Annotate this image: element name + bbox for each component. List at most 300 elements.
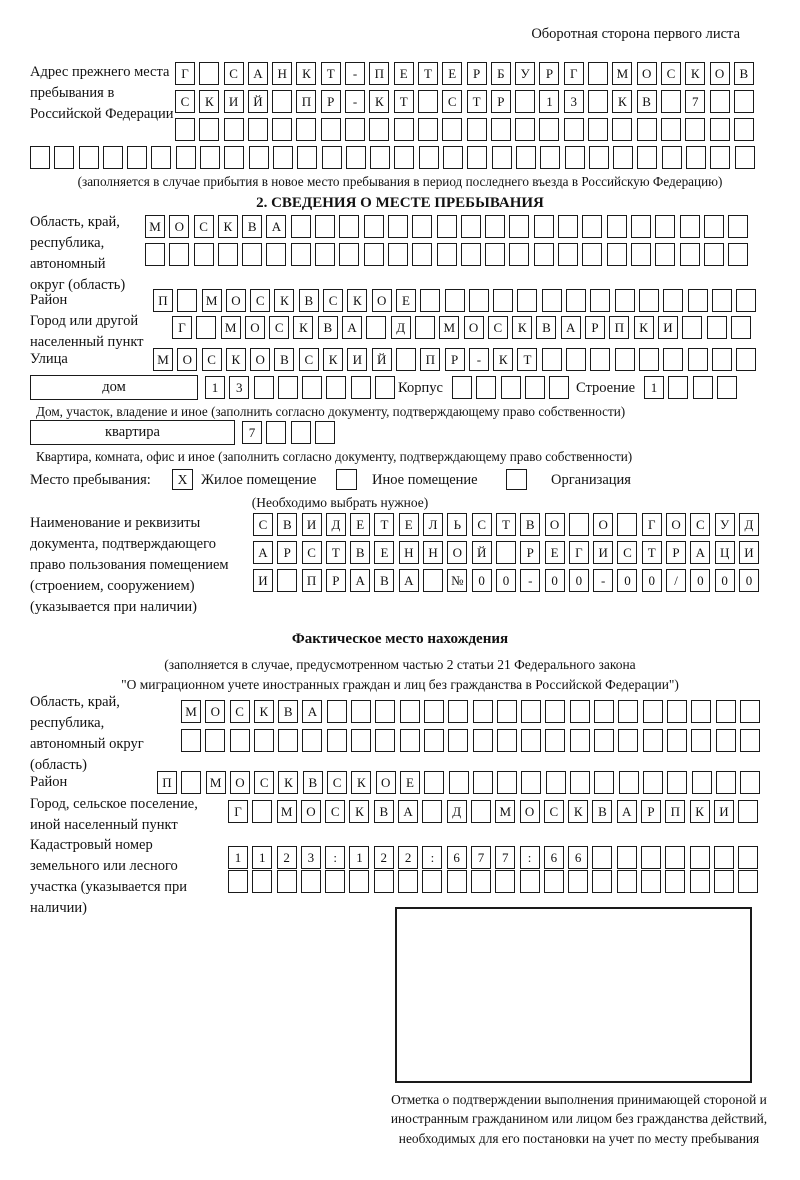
char-cell[interactable] bbox=[400, 729, 420, 752]
char-cell[interactable] bbox=[570, 729, 590, 752]
char-cell[interactable] bbox=[315, 243, 335, 266]
char-cell[interactable]: Н bbox=[272, 62, 292, 85]
char-cell[interactable] bbox=[582, 243, 602, 266]
char-cell[interactable] bbox=[437, 243, 457, 266]
char-cell[interactable]: Д bbox=[326, 513, 346, 536]
char-cell[interactable] bbox=[521, 700, 541, 723]
char-cell[interactable]: С bbox=[202, 348, 222, 371]
char-cell[interactable] bbox=[663, 289, 683, 312]
char-cell[interactable] bbox=[346, 146, 366, 169]
char-cell[interactable] bbox=[196, 316, 216, 339]
char-cell[interactable] bbox=[716, 729, 736, 752]
char-cell[interactable]: С bbox=[442, 90, 462, 113]
char-cell[interactable]: Р bbox=[326, 569, 346, 592]
char-cell[interactable] bbox=[375, 729, 395, 752]
char-cell[interactable]: В bbox=[350, 541, 370, 564]
char-cell[interactable]: 3 bbox=[229, 376, 249, 399]
char-cell[interactable]: Р bbox=[491, 90, 511, 113]
char-cell[interactable]: 0 bbox=[496, 569, 516, 592]
char-cell[interactable] bbox=[252, 870, 272, 893]
char-cell[interactable]: О bbox=[301, 800, 321, 823]
char-cell[interactable]: И bbox=[593, 541, 613, 564]
char-cell[interactable] bbox=[351, 700, 371, 723]
char-cell[interactable]: С bbox=[254, 771, 274, 794]
char-cell[interactable]: В bbox=[592, 800, 612, 823]
char-cell[interactable] bbox=[471, 870, 491, 893]
char-cell[interactable] bbox=[631, 215, 651, 238]
char-cell[interactable] bbox=[714, 870, 734, 893]
char-cell[interactable]: С bbox=[250, 289, 270, 312]
char-cell[interactable] bbox=[712, 348, 732, 371]
char-cell[interactable] bbox=[375, 376, 395, 399]
char-cell[interactable] bbox=[594, 729, 614, 752]
char-cell[interactable]: М bbox=[495, 800, 515, 823]
char-cell[interactable] bbox=[493, 289, 513, 312]
char-cell[interactable]: Т bbox=[418, 62, 438, 85]
char-cell[interactable] bbox=[569, 513, 589, 536]
char-cell[interactable]: Т bbox=[326, 541, 346, 564]
char-cell[interactable] bbox=[521, 771, 541, 794]
char-cell[interactable] bbox=[590, 289, 610, 312]
char-cell[interactable]: С bbox=[299, 348, 319, 371]
char-cell[interactable] bbox=[617, 846, 637, 869]
char-cell[interactable] bbox=[412, 215, 432, 238]
char-cell[interactable] bbox=[266, 243, 286, 266]
char-cell[interactable]: Р bbox=[539, 62, 559, 85]
char-cell[interactable] bbox=[176, 146, 196, 169]
char-cell[interactable]: Т bbox=[467, 90, 487, 113]
char-cell[interactable] bbox=[558, 243, 578, 266]
char-cell[interactable] bbox=[731, 316, 751, 339]
checkbox-organization[interactable] bbox=[506, 469, 527, 490]
char-cell[interactable] bbox=[692, 771, 712, 794]
char-cell[interactable] bbox=[375, 700, 395, 723]
char-cell[interactable]: О bbox=[520, 800, 540, 823]
char-cell[interactable]: О bbox=[545, 513, 565, 536]
char-cell[interactable]: Г bbox=[175, 62, 195, 85]
char-cell[interactable] bbox=[218, 243, 238, 266]
char-cell[interactable]: 0 bbox=[739, 569, 759, 592]
char-cell[interactable] bbox=[277, 870, 297, 893]
char-cell[interactable]: В bbox=[242, 215, 262, 238]
char-cell[interactable] bbox=[637, 146, 657, 169]
char-cell[interactable] bbox=[291, 243, 311, 266]
char-cell[interactable]: 6 bbox=[544, 846, 564, 869]
char-cell[interactable]: Е bbox=[442, 62, 462, 85]
char-cell[interactable] bbox=[418, 90, 438, 113]
char-cell[interactable]: 1 bbox=[252, 846, 272, 869]
char-cell[interactable]: В bbox=[277, 513, 297, 536]
char-cell[interactable]: / bbox=[666, 569, 686, 592]
char-cell[interactable] bbox=[738, 870, 758, 893]
char-cell[interactable] bbox=[688, 289, 708, 312]
char-cell[interactable]: О bbox=[177, 348, 197, 371]
char-cell[interactable] bbox=[641, 846, 661, 869]
char-cell[interactable]: 3 bbox=[301, 846, 321, 869]
char-cell[interactable]: П bbox=[296, 90, 316, 113]
char-cell[interactable]: Д bbox=[447, 800, 467, 823]
char-cell[interactable] bbox=[515, 90, 535, 113]
char-cell[interactable]: К bbox=[369, 90, 389, 113]
char-cell[interactable] bbox=[326, 376, 346, 399]
char-cell[interactable] bbox=[615, 289, 635, 312]
char-cell[interactable] bbox=[643, 729, 663, 752]
char-cell[interactable]: К bbox=[274, 289, 294, 312]
char-cell[interactable] bbox=[491, 118, 511, 141]
char-cell[interactable] bbox=[325, 870, 345, 893]
char-cell[interactable]: 1 bbox=[539, 90, 559, 113]
char-cell[interactable] bbox=[588, 90, 608, 113]
char-cell[interactable]: Т bbox=[394, 90, 414, 113]
char-cell[interactable]: А bbox=[253, 541, 273, 564]
char-cell[interactable]: - bbox=[520, 569, 540, 592]
char-cell[interactable]: О bbox=[710, 62, 730, 85]
char-cell[interactable] bbox=[738, 846, 758, 869]
char-cell[interactable] bbox=[181, 771, 201, 794]
char-cell[interactable] bbox=[485, 215, 505, 238]
char-cell[interactable]: И bbox=[739, 541, 759, 564]
char-cell[interactable]: Р bbox=[467, 62, 487, 85]
char-cell[interactable]: К bbox=[199, 90, 219, 113]
char-cell[interactable]: Р bbox=[520, 541, 540, 564]
char-cell[interactable] bbox=[690, 846, 710, 869]
char-cell[interactable] bbox=[728, 215, 748, 238]
char-cell[interactable] bbox=[643, 771, 663, 794]
char-cell[interactable] bbox=[736, 289, 756, 312]
char-cell[interactable] bbox=[495, 870, 515, 893]
char-cell[interactable]: Л bbox=[423, 513, 443, 536]
char-cell[interactable] bbox=[716, 771, 736, 794]
char-cell[interactable]: У bbox=[715, 513, 735, 536]
char-cell[interactable] bbox=[712, 289, 732, 312]
char-cell[interactable] bbox=[693, 376, 713, 399]
char-cell[interactable] bbox=[740, 771, 760, 794]
char-cell[interactable] bbox=[515, 118, 535, 141]
char-cell[interactable]: С bbox=[230, 700, 250, 723]
char-cell[interactable] bbox=[685, 118, 705, 141]
char-cell[interactable] bbox=[639, 289, 659, 312]
char-cell[interactable] bbox=[394, 146, 414, 169]
char-cell[interactable]: П bbox=[420, 348, 440, 371]
char-cell[interactable] bbox=[242, 243, 262, 266]
char-cell[interactable]: О bbox=[230, 771, 250, 794]
char-cell[interactable]: - bbox=[593, 569, 613, 592]
char-cell[interactable]: И bbox=[714, 800, 734, 823]
char-cell[interactable] bbox=[296, 118, 316, 141]
char-cell[interactable]: С bbox=[194, 215, 214, 238]
char-cell[interactable]: А bbox=[561, 316, 581, 339]
char-cell[interactable]: С bbox=[253, 513, 273, 536]
char-cell[interactable]: Б bbox=[491, 62, 511, 85]
char-cell[interactable]: 1 bbox=[228, 846, 248, 869]
char-cell[interactable]: 0 bbox=[569, 569, 589, 592]
char-cell[interactable] bbox=[525, 376, 545, 399]
char-cell[interactable]: М bbox=[221, 316, 241, 339]
char-cell[interactable]: Й bbox=[372, 348, 392, 371]
char-cell[interactable]: Е bbox=[350, 513, 370, 536]
char-cell[interactable] bbox=[394, 118, 414, 141]
char-cell[interactable] bbox=[688, 348, 708, 371]
char-cell[interactable] bbox=[667, 729, 687, 752]
char-cell[interactable] bbox=[461, 215, 481, 238]
char-cell[interactable]: В bbox=[274, 348, 294, 371]
char-cell[interactable] bbox=[613, 146, 633, 169]
char-cell[interactable]: 7 bbox=[495, 846, 515, 869]
char-cell[interactable] bbox=[469, 289, 489, 312]
char-cell[interactable]: : bbox=[520, 846, 540, 869]
char-cell[interactable] bbox=[592, 870, 612, 893]
char-cell[interactable] bbox=[496, 541, 516, 564]
char-cell[interactable]: Й bbox=[472, 541, 492, 564]
char-cell[interactable]: О bbox=[637, 62, 657, 85]
char-cell[interactable]: П bbox=[369, 62, 389, 85]
char-cell[interactable]: В bbox=[374, 800, 394, 823]
char-cell[interactable]: К bbox=[254, 700, 274, 723]
char-cell[interactable] bbox=[30, 146, 50, 169]
char-cell[interactable] bbox=[637, 118, 657, 141]
char-cell[interactable] bbox=[302, 729, 322, 752]
char-cell[interactable] bbox=[301, 870, 321, 893]
char-cell[interactable] bbox=[374, 870, 394, 893]
char-cell[interactable] bbox=[497, 700, 517, 723]
char-cell[interactable]: К bbox=[293, 316, 313, 339]
char-cell[interactable] bbox=[618, 729, 638, 752]
char-cell[interactable] bbox=[564, 118, 584, 141]
char-cell[interactable] bbox=[714, 846, 734, 869]
char-cell[interactable] bbox=[461, 243, 481, 266]
char-cell[interactable] bbox=[665, 846, 685, 869]
char-cell[interactable]: 0 bbox=[472, 569, 492, 592]
char-cell[interactable] bbox=[145, 243, 165, 266]
char-cell[interactable]: В bbox=[299, 289, 319, 312]
char-cell[interactable] bbox=[734, 118, 754, 141]
char-cell[interactable]: Р bbox=[277, 541, 297, 564]
char-cell[interactable]: С bbox=[302, 541, 322, 564]
char-cell[interactable] bbox=[540, 146, 560, 169]
char-cell[interactable] bbox=[418, 118, 438, 141]
char-cell[interactable]: В bbox=[374, 569, 394, 592]
char-cell[interactable] bbox=[566, 289, 586, 312]
char-cell[interactable]: О bbox=[372, 289, 392, 312]
char-cell[interactable] bbox=[710, 118, 730, 141]
char-cell[interactable] bbox=[442, 118, 462, 141]
char-cell[interactable] bbox=[704, 215, 724, 238]
char-cell[interactable] bbox=[272, 90, 292, 113]
char-cell[interactable]: 0 bbox=[690, 569, 710, 592]
char-cell[interactable] bbox=[617, 513, 637, 536]
char-cell[interactable] bbox=[369, 118, 389, 141]
char-cell[interactable]: 1 bbox=[644, 376, 664, 399]
char-cell[interactable] bbox=[667, 700, 687, 723]
char-cell[interactable] bbox=[449, 771, 469, 794]
char-cell[interactable] bbox=[534, 215, 554, 238]
char-cell[interactable] bbox=[661, 90, 681, 113]
char-cell[interactable] bbox=[448, 700, 468, 723]
char-cell[interactable] bbox=[740, 729, 760, 752]
char-cell[interactable] bbox=[181, 729, 201, 752]
char-cell[interactable]: С bbox=[175, 90, 195, 113]
char-cell[interactable] bbox=[568, 870, 588, 893]
char-cell[interactable]: Е bbox=[400, 771, 420, 794]
char-cell[interactable] bbox=[655, 215, 675, 238]
char-cell[interactable]: О bbox=[169, 215, 189, 238]
char-cell[interactable]: К bbox=[296, 62, 316, 85]
char-cell[interactable]: М bbox=[206, 771, 226, 794]
char-cell[interactable]: В bbox=[520, 513, 540, 536]
char-cell[interactable]: К bbox=[278, 771, 298, 794]
char-cell[interactable] bbox=[501, 376, 521, 399]
char-cell[interactable]: Р bbox=[585, 316, 605, 339]
char-cell[interactable]: И bbox=[658, 316, 678, 339]
char-cell[interactable]: С bbox=[472, 513, 492, 536]
char-cell[interactable]: П bbox=[665, 800, 685, 823]
char-cell[interactable] bbox=[738, 800, 758, 823]
char-cell[interactable]: С bbox=[224, 62, 244, 85]
char-cell[interactable] bbox=[473, 771, 493, 794]
char-cell[interactable]: К bbox=[612, 90, 632, 113]
char-cell[interactable]: К bbox=[568, 800, 588, 823]
char-cell[interactable] bbox=[521, 729, 541, 752]
char-cell[interactable] bbox=[351, 376, 371, 399]
char-cell[interactable]: Ь bbox=[447, 513, 467, 536]
char-cell[interactable] bbox=[497, 771, 517, 794]
char-cell[interactable] bbox=[254, 376, 274, 399]
char-cell[interactable]: С bbox=[488, 316, 508, 339]
char-cell[interactable]: С bbox=[325, 800, 345, 823]
char-cell[interactable] bbox=[570, 700, 590, 723]
char-cell[interactable] bbox=[205, 729, 225, 752]
char-cell[interactable]: С bbox=[544, 800, 564, 823]
char-cell[interactable]: С bbox=[617, 541, 637, 564]
char-cell[interactable]: К bbox=[349, 800, 369, 823]
char-cell[interactable] bbox=[545, 700, 565, 723]
char-cell[interactable]: 7 bbox=[242, 421, 262, 444]
char-cell[interactable] bbox=[351, 729, 371, 752]
char-cell[interactable] bbox=[424, 771, 444, 794]
char-cell[interactable] bbox=[545, 729, 565, 752]
char-cell[interactable]: Г bbox=[228, 800, 248, 823]
char-cell[interactable] bbox=[366, 316, 386, 339]
char-cell[interactable]: 2 bbox=[277, 846, 297, 869]
char-cell[interactable] bbox=[272, 118, 292, 141]
char-cell[interactable] bbox=[248, 118, 268, 141]
char-cell[interactable] bbox=[734, 90, 754, 113]
char-cell[interactable] bbox=[690, 870, 710, 893]
char-cell[interactable] bbox=[539, 118, 559, 141]
char-cell[interactable]: С bbox=[661, 62, 681, 85]
char-cell[interactable] bbox=[682, 316, 702, 339]
char-cell[interactable] bbox=[594, 700, 614, 723]
char-cell[interactable] bbox=[291, 421, 311, 444]
char-cell[interactable]: Е bbox=[399, 513, 419, 536]
char-cell[interactable]: Е bbox=[374, 541, 394, 564]
char-cell[interactable] bbox=[302, 376, 322, 399]
char-cell[interactable] bbox=[549, 376, 569, 399]
char-cell[interactable]: - bbox=[345, 62, 365, 85]
char-cell[interactable]: 1 bbox=[205, 376, 225, 399]
char-cell[interactable] bbox=[345, 118, 365, 141]
char-cell[interactable] bbox=[736, 348, 756, 371]
char-cell[interactable]: Т bbox=[517, 348, 537, 371]
char-cell[interactable]: О bbox=[376, 771, 396, 794]
char-cell[interactable]: М bbox=[145, 215, 165, 238]
char-cell[interactable] bbox=[230, 729, 250, 752]
char-cell[interactable] bbox=[388, 215, 408, 238]
char-cell[interactable]: Ц bbox=[715, 541, 735, 564]
char-cell[interactable] bbox=[707, 316, 727, 339]
char-cell[interactable]: 0 bbox=[617, 569, 637, 592]
char-cell[interactable] bbox=[716, 700, 736, 723]
char-cell[interactable]: В bbox=[318, 316, 338, 339]
char-cell[interactable]: 7 bbox=[471, 846, 491, 869]
char-cell[interactable] bbox=[680, 215, 700, 238]
char-cell[interactable] bbox=[590, 348, 610, 371]
char-cell[interactable] bbox=[228, 870, 248, 893]
char-cell[interactable]: О bbox=[464, 316, 484, 339]
char-cell[interactable] bbox=[175, 118, 195, 141]
char-cell[interactable] bbox=[542, 289, 562, 312]
char-cell[interactable]: М bbox=[202, 289, 222, 312]
char-cell[interactable] bbox=[169, 243, 189, 266]
checkbox-residential[interactable]: X bbox=[172, 469, 193, 490]
char-cell[interactable]: 0 bbox=[715, 569, 735, 592]
char-cell[interactable] bbox=[617, 870, 637, 893]
char-cell[interactable] bbox=[199, 62, 219, 85]
char-cell[interactable]: Р bbox=[666, 541, 686, 564]
char-cell[interactable]: А bbox=[248, 62, 268, 85]
char-cell[interactable]: О bbox=[205, 700, 225, 723]
char-cell[interactable]: В bbox=[278, 700, 298, 723]
char-cell[interactable] bbox=[667, 771, 687, 794]
char-cell[interactable] bbox=[509, 215, 529, 238]
char-cell[interactable] bbox=[607, 215, 627, 238]
char-cell[interactable]: А bbox=[266, 215, 286, 238]
char-cell[interactable] bbox=[422, 800, 442, 823]
char-cell[interactable]: П bbox=[153, 289, 173, 312]
char-cell[interactable] bbox=[364, 243, 384, 266]
char-cell[interactable] bbox=[717, 376, 737, 399]
char-cell[interactable]: 0 bbox=[545, 569, 565, 592]
char-cell[interactable] bbox=[534, 243, 554, 266]
char-cell[interactable]: 0 bbox=[642, 569, 662, 592]
char-cell[interactable]: П bbox=[609, 316, 629, 339]
char-cell[interactable]: А bbox=[399, 569, 419, 592]
char-cell[interactable] bbox=[589, 146, 609, 169]
char-cell[interactable]: Т bbox=[321, 62, 341, 85]
char-cell[interactable]: 7 bbox=[685, 90, 705, 113]
char-cell[interactable] bbox=[339, 215, 359, 238]
char-cell[interactable] bbox=[492, 146, 512, 169]
char-cell[interactable] bbox=[655, 243, 675, 266]
char-cell[interactable] bbox=[327, 700, 347, 723]
char-cell[interactable] bbox=[680, 243, 700, 266]
char-cell[interactable] bbox=[423, 569, 443, 592]
char-cell[interactable]: М bbox=[153, 348, 173, 371]
char-cell[interactable]: Д bbox=[739, 513, 759, 536]
char-cell[interactable] bbox=[400, 700, 420, 723]
char-cell[interactable]: С bbox=[269, 316, 289, 339]
char-cell[interactable]: М bbox=[439, 316, 459, 339]
char-cell[interactable]: О bbox=[226, 289, 246, 312]
char-cell[interactable]: А bbox=[302, 700, 322, 723]
char-cell[interactable] bbox=[349, 870, 369, 893]
char-cell[interactable] bbox=[424, 729, 444, 752]
char-cell[interactable] bbox=[592, 846, 612, 869]
char-cell[interactable] bbox=[471, 800, 491, 823]
char-cell[interactable]: О bbox=[666, 513, 686, 536]
char-cell[interactable] bbox=[594, 771, 614, 794]
char-cell[interactable]: К bbox=[323, 348, 343, 371]
